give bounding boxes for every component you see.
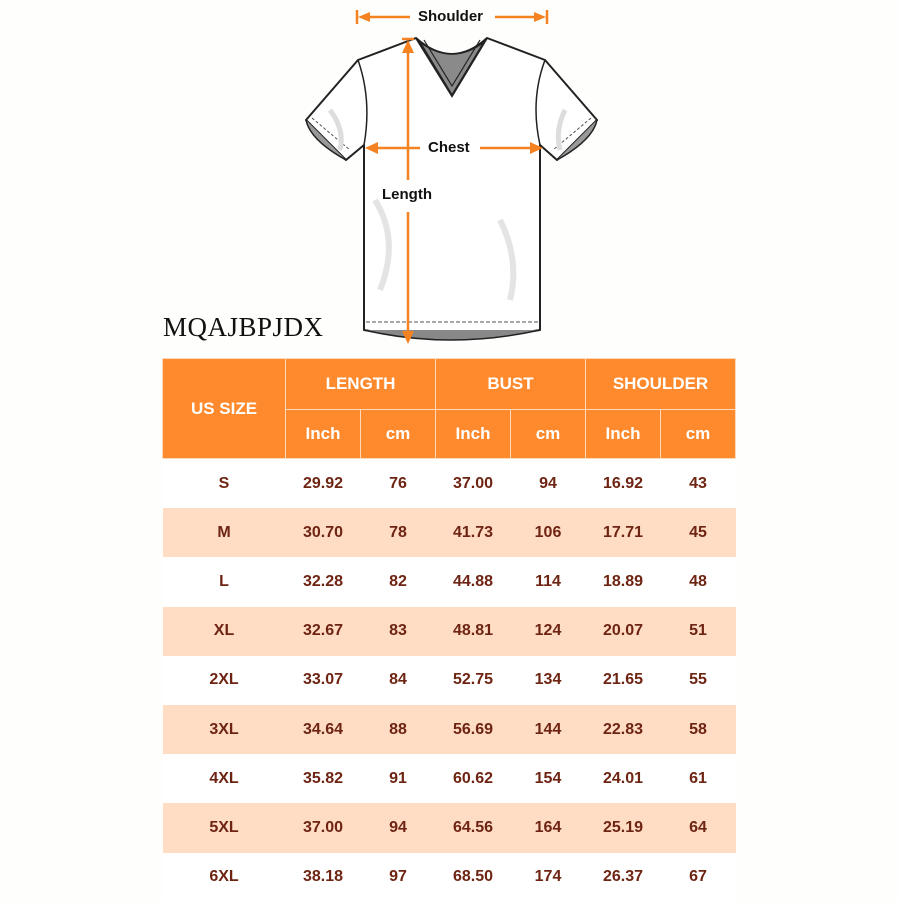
size-cell: L [163,557,286,606]
size-cell: XL [163,607,286,656]
shoulder-inch-cell: 18.89 [586,557,661,606]
bust-cm-cell: 164 [511,803,586,852]
length-cm-cell: 91 [361,754,436,803]
shoulder-cm-cell: 43 [661,459,736,509]
length-inch-cell: 34.64 [286,705,361,754]
bust-inch-cell: 52.75 [436,656,511,705]
shoulder-inch-cell: 20.07 [586,607,661,656]
bust-cm-cell: 94 [511,459,586,509]
table-row [163,803,736,852]
bust-inch-cell: 41.73 [436,508,511,557]
shoulder-cm-cell: 45 [661,508,736,557]
table-row [163,656,736,705]
size-cell: M [163,508,286,557]
length-cm-cell: 97 [361,853,436,902]
tshirt-measurement-diagram [0,0,900,350]
length-cm-header: cm [361,410,436,459]
length-label: Length [382,186,432,203]
length-inch-cell: 35.82 [286,754,361,803]
size-cell: 6XL [163,853,286,902]
bust-inch-cell: 64.56 [436,803,511,852]
table-row [163,705,736,754]
tshirt-icon [0,0,900,350]
length-cm-cell: 83 [361,607,436,656]
shoulder-cm-cell: 67 [661,853,736,902]
shoulder-cm-header: cm [661,410,736,459]
bust-inch-header: Inch [436,410,511,459]
size-cell: 5XL [163,803,286,852]
shoulder-inch-cell: 26.37 [586,853,661,902]
length-inch-cell: 32.67 [286,607,361,656]
length-inch-cell: 32.28 [286,557,361,606]
bust-cm-cell: 124 [511,607,586,656]
length-inch-cell: 29.92 [286,459,361,509]
shoulder-cm-cell: 61 [661,754,736,803]
size-cell: 4XL [163,754,286,803]
bust-inch-cell: 48.81 [436,607,511,656]
shoulder-cm-cell: 64 [661,803,736,852]
shoulder-inch-header: Inch [586,410,661,459]
bust-inch-cell: 44.88 [436,557,511,606]
shoulder-inch-cell: 24.01 [586,754,661,803]
shoulder-cm-cell: 48 [661,557,736,606]
table-row [163,607,736,656]
table-row [163,853,736,902]
shoulder-cm-cell: 58 [661,705,736,754]
bust-cm-cell: 154 [511,754,586,803]
size-chart-table [162,358,736,902]
shoulder-header: SHOULDER [586,359,736,410]
size-cell: S [163,459,286,509]
length-cm-cell: 78 [361,508,436,557]
length-inch-cell: 30.70 [286,508,361,557]
shoulder-inch-cell: 16.92 [586,459,661,509]
size-cell: 2XL [163,656,286,705]
us-size-header: US SIZE [163,359,286,459]
length-inch-cell: 37.00 [286,803,361,852]
length-inch-header: Inch [286,410,361,459]
shoulder-label: Shoulder [418,8,484,25]
bust-header: BUST [436,359,586,410]
bust-cm-cell: 144 [511,705,586,754]
table-row [163,754,736,803]
table-row [163,557,736,606]
length-header: LENGTH [286,359,436,410]
table-row [163,459,736,509]
shoulder-inch-cell: 17.71 [586,508,661,557]
length-cm-cell: 76 [361,459,436,509]
bust-cm-cell: 106 [511,508,586,557]
bust-inch-cell: 68.50 [436,853,511,902]
bust-inch-cell: 60.62 [436,754,511,803]
shoulder-cm-cell: 51 [661,607,736,656]
length-cm-cell: 84 [361,656,436,705]
size-cell: 3XL [163,705,286,754]
length-cm-cell: 82 [361,557,436,606]
bust-cm-header: cm [511,410,586,459]
table-row [163,508,736,557]
length-cm-cell: 94 [361,803,436,852]
brand-name: MQAJBPJDX [163,312,324,342]
chest-label: Chest [428,139,470,156]
bust-cm-cell: 114 [511,557,586,606]
length-inch-cell: 33.07 [286,656,361,705]
shoulder-inch-cell: 25.19 [586,803,661,852]
shoulder-cm-cell: 55 [661,656,736,705]
shoulder-inch-cell: 22.83 [586,705,661,754]
bust-inch-cell: 37.00 [436,459,511,509]
length-inch-cell: 38.18 [286,853,361,902]
bust-cm-cell: 174 [511,853,586,902]
bust-inch-cell: 56.69 [436,705,511,754]
bust-cm-cell: 134 [511,656,586,705]
length-cm-cell: 88 [361,705,436,754]
shoulder-inch-cell: 21.65 [586,656,661,705]
